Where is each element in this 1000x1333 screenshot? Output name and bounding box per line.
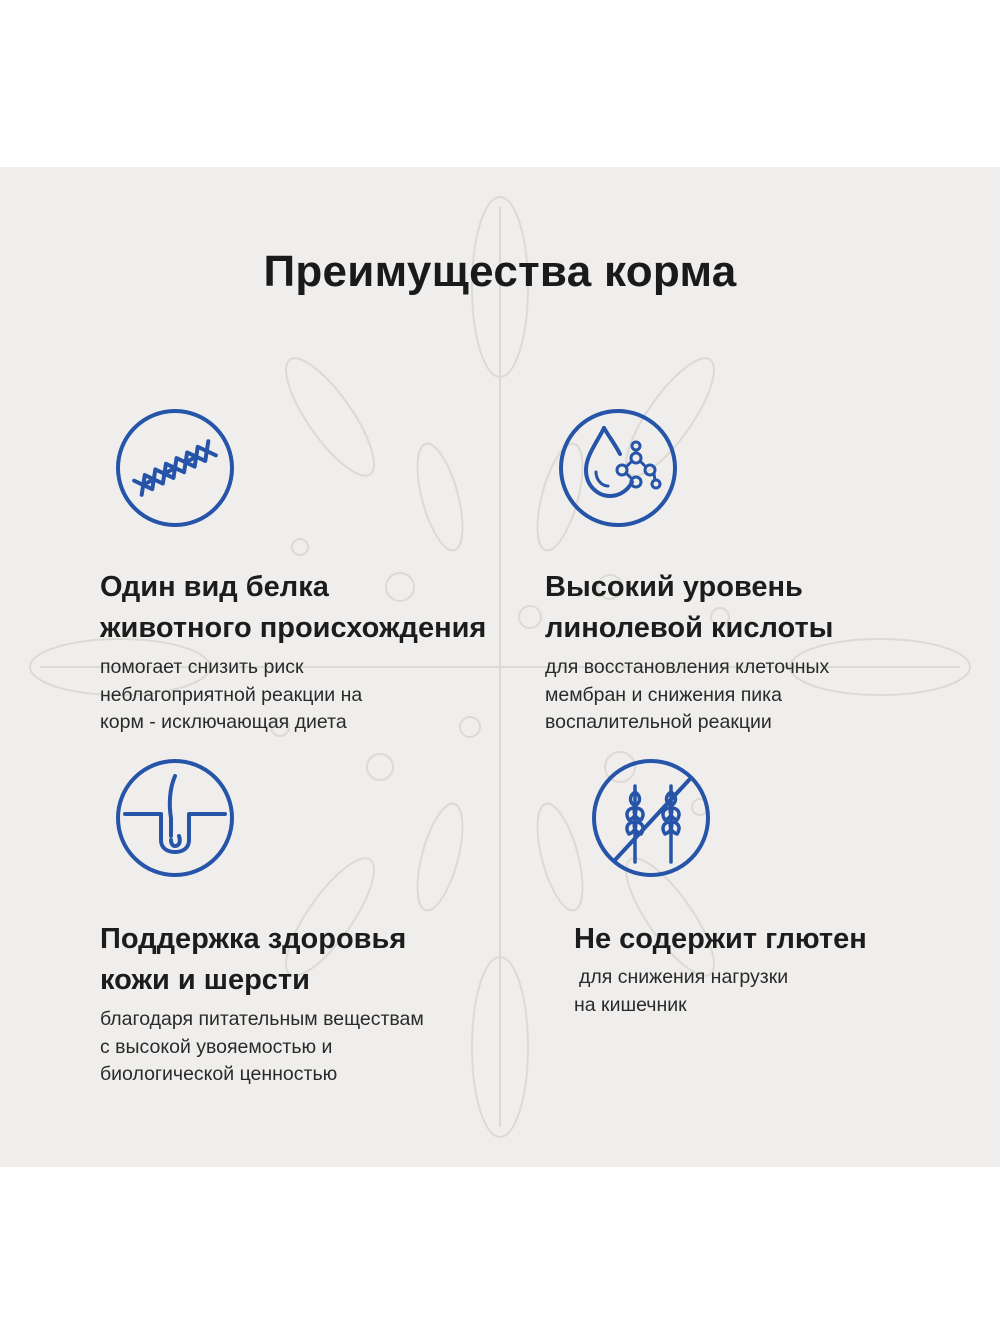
dna-icon	[113, 406, 237, 530]
molecule-drop-icon	[556, 406, 680, 530]
no-gluten-wheat-icon	[589, 756, 713, 880]
feature-heading: Поддержка здоровья кожи и шерсти	[100, 923, 407, 996]
hair-follicle-icon	[113, 756, 237, 880]
feature-description: для снижения нагрузки на кишечник	[574, 966, 789, 1016]
feature-heading: Высокий уровень линолевой кислоты	[545, 571, 834, 644]
advantages-panel	[0, 167, 1000, 1167]
feature-description: помогает снизить риск неблагоприятной реакции на корм - исключающая диета	[100, 656, 363, 733]
feature-heading: Один вид белка животного происхождения	[100, 571, 487, 644]
feature-description: благодаря питательным веществам с высокой увояемостью и биологической ценностью	[100, 1008, 424, 1085]
page-title: Преимущества корма	[263, 247, 737, 296]
feature-heading: Не содержит глютен	[574, 923, 867, 955]
feature-description: для восстановления клеточных мембран и снижения пика воспалительной реакции	[545, 656, 830, 733]
